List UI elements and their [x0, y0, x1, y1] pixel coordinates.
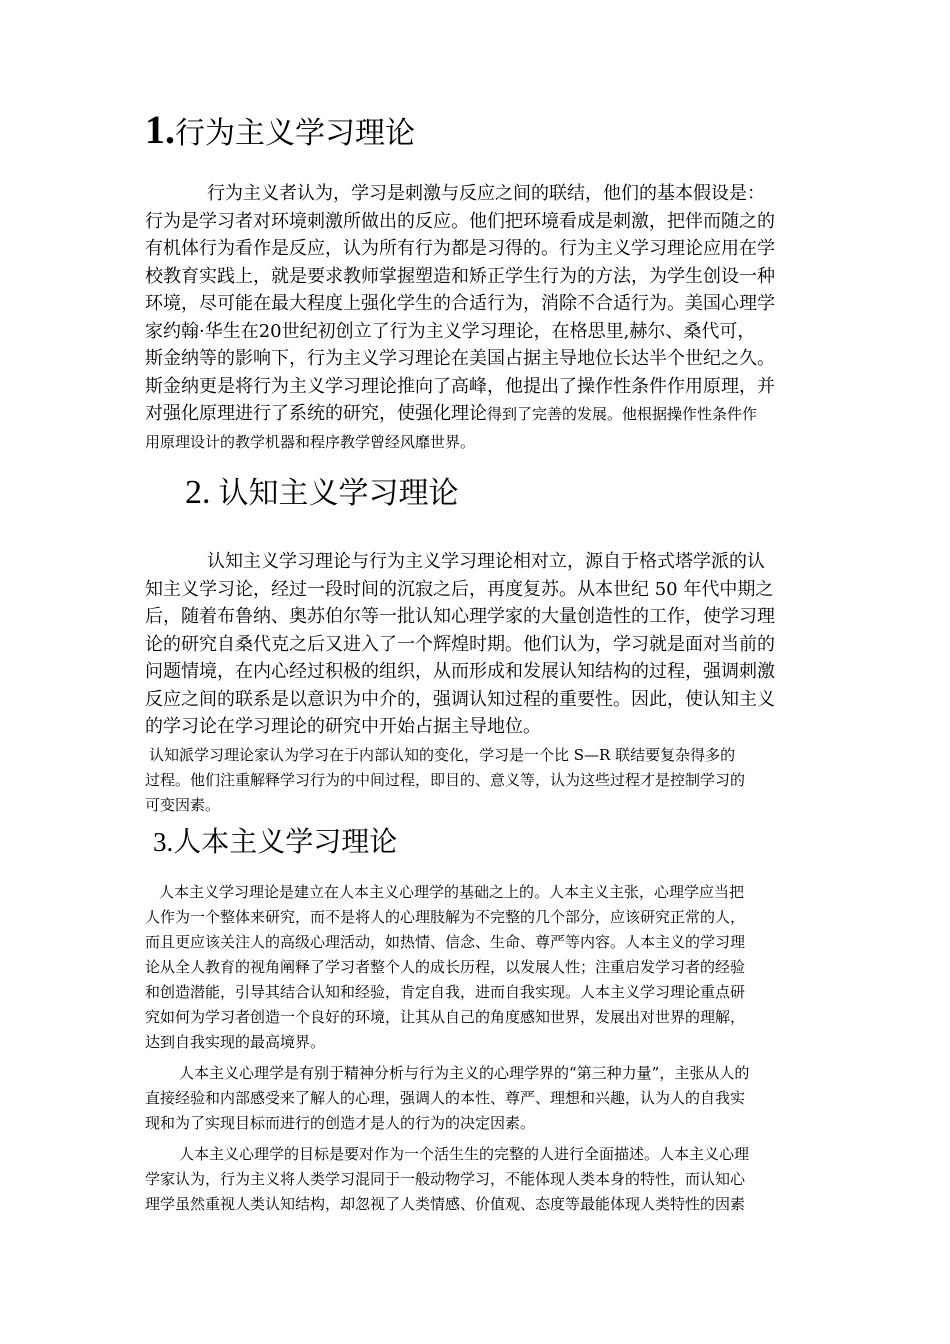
section1-body: [145, 180, 775, 456]
section2-line: 论的研究自桑代克之后又进入了一个辉煌时期。他们认为，学习就是面对当前的: [145, 633, 775, 655]
section2-para2: [145, 743, 745, 818]
section2-line: 反应之间的联系是以意识为中介的，强调认知过程的重要性。因此，使认知主义: [145, 688, 775, 710]
section2-line: 认知派学习理论家认为学习在于内部认知的变化，学习是一个比 S—R 联结要复杂得多的: [149, 746, 736, 764]
section2-line: 过程。他们注重解释学习行为的中间过程，即目的、意义等，认为这些过程才是控制学习的: [145, 771, 746, 789]
section3-line: 学家认为，行为主义将人类学习混同于一般动物学习，不能体现人类本身的特性，而认知心: [145, 1170, 746, 1188]
section3-number: 3.: [153, 827, 174, 857]
section1-line: 校教育实践上，就是要求教师掌握塑造和矫正学生行为的方法，为学生创设一种: [145, 265, 775, 287]
section3-line: 人本主义心理学是有别于精神分析与行为主义的心理学界的“第三种力量”，主张从人的: [179, 1064, 750, 1082]
section2-line: 认知主义学习理论与行为主义学习理论相对立，源自于格式塔学派的认: [207, 551, 765, 572]
section3-line: 人本主义学习理论是建立在人本主义心理学的基础之上的。人本主义主张，心理学应当把: [159, 883, 745, 901]
section1-line: 用原理设计的教学机器和程序教学曾经风靡世界。: [145, 432, 476, 451]
section1-title: 行为主义学习理论: [175, 116, 415, 151]
section3-line: 直接经验和内部感受来了解人的心理，强调人的本性、尊严、理想和兴趣，认为人的自我实: [145, 1089, 746, 1107]
section1-line: 行为是学习者对环境刺激所做出的反应。他们把环境看成是刺激，把伴而随之的: [145, 210, 775, 232]
section3-line: 人本主义心理学的目标是要对作为一个活生生的完整的人进行全面描述。人本主义心理: [179, 1145, 750, 1163]
section1-number: 1.: [145, 107, 175, 152]
section2-line: 知主义学习论，经过一段时间的沉寂之后，再度复苏。从本世纪 50 年代中期之: [145, 578, 774, 600]
section3-para1: [145, 880, 745, 1055]
section3-para2: [145, 1061, 749, 1136]
section3-line: 和创造潜能，引导其结合认知和经验，肯定自我，进而自我实现。人本主义学习理论重点研: [145, 983, 746, 1001]
section3-title: 人本主义学习理论: [173, 825, 398, 858]
section3-line: 而且更应该关注人的高级心理活动，如热情、信念、生命、尊严等内容。人本主义的学习理: [145, 933, 746, 951]
section1-heading: [145, 106, 415, 152]
section1-line-tail: 得到了完善的发展。他根据操作性条件作: [487, 405, 758, 423]
section2-number: 2.: [185, 474, 211, 511]
section1-line: 斯金纳更是将行为主义学习理论推向了高峰，他提出了操作性条件作用原理，并: [145, 375, 775, 397]
section3-line: 现和为了实现目标而进行的创造才是人的行为的决定因素。: [145, 1114, 536, 1132]
section2-line: 可变因素。: [145, 796, 221, 814]
section1-line: 家约翰·华生在20世纪初创立了行为主义学习理论，在格思里,赫尔、桑代可，: [145, 320, 756, 342]
section1-line: 环境，尽可能在最大程度上强化学生的合适行为，消除不合适行为。美国心理学: [145, 293, 775, 314]
section3-line: 人作为一个整体来研究，而不是将人的心理肢解为不完整的几个部分，应该研究正常的人，: [145, 908, 746, 926]
section3-line: 理学虽然重视人类认知结构，却忽视了人类情感、价值观、态度等最能体现人类特性的因素: [145, 1195, 746, 1213]
section1-line: 行为主义者认为，学习是刺激与反应之间的联结，他们的基本假设是：: [207, 183, 765, 204]
section3-para3: [145, 1142, 749, 1217]
section3-heading: [153, 820, 397, 862]
section2-line: 的学习论在学习理论的研究中开始占据主导地位。: [145, 716, 541, 737]
section2-para1: [145, 548, 775, 741]
section1-line: 有机体行为看作是反应，认为所有行为都是习得的。行为主义学习理论应用在学: [145, 238, 775, 259]
section3-line: 论从全人教育的视角阐释了学习者整个人的成长历程，以发展人性；注重启发学习者的经验: [145, 958, 746, 976]
section2-line: 问题情境，在内心经过积极的组织，从而形成和发展认知结构的过程，强调刺激: [145, 661, 775, 682]
section3-line: 究如何为学习者创造一个良好的环境，让其从自己的角度感知世界，发展出对世界的理解，: [145, 1008, 746, 1026]
section2-title: 认知主义学习理论: [218, 476, 459, 511]
section2-line: 后，随着布鲁纳、奥苏伯尔等一批认知心理学家的大量创造性的工作，使学习理: [145, 606, 775, 627]
section1-line: 斯金纳等的影响下，行为主义学习理论在美国占据主导地位长达半个世纪之久。: [145, 348, 775, 369]
section1-line: [145, 400, 775, 429]
section2-heading: [185, 468, 459, 512]
section1-line-head: 对强化原理进行了系统的研究，使强化理论: [145, 403, 487, 424]
section3-line: 达到自我实现的最高境界。: [145, 1033, 326, 1051]
